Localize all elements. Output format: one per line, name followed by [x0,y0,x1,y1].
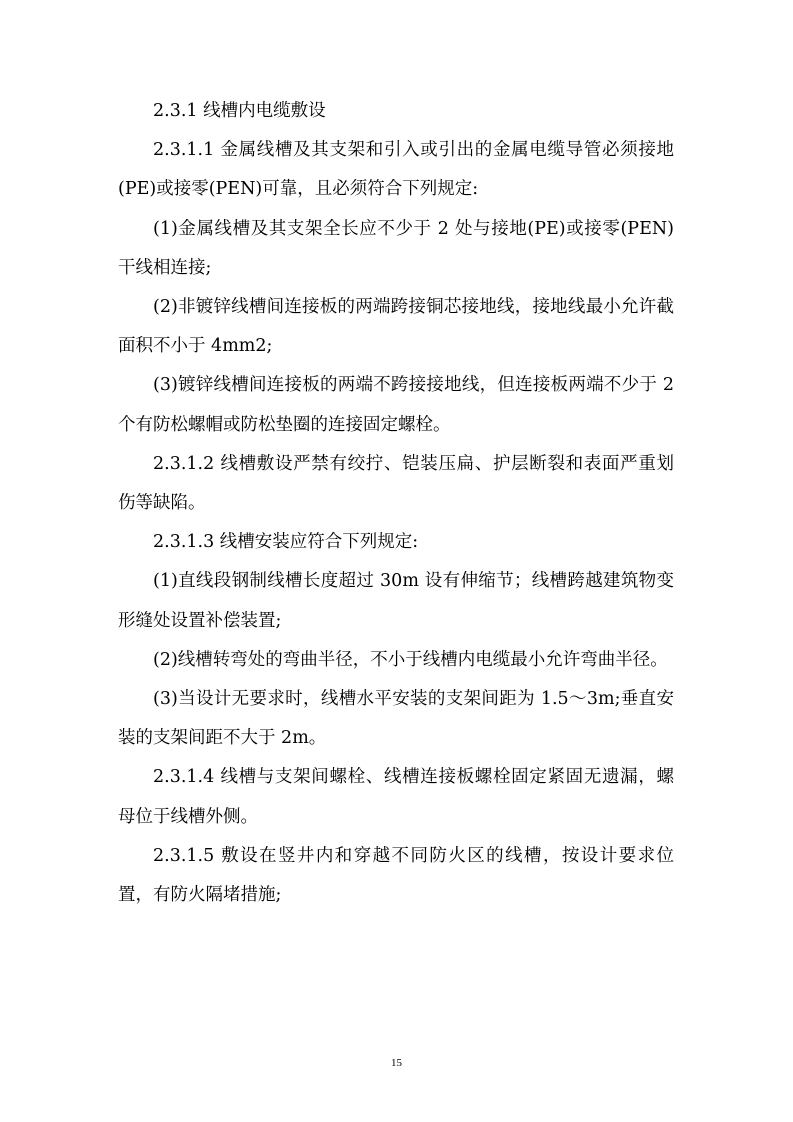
clause-2-3-1-1-item-2: (2)非镀锌线槽间连接板的两端跨接铜芯接地线，接地线最小允许截面积不小于 4mm2; [118,297,674,357]
clause-2-3-1-3-item-2: (2)线槽转弯处的弯曲半径，不小于线槽内电缆最小允许弯曲半径。 [153,649,668,670]
clause-2-3-1-5: 2.3.1.5 敷设在竖井内和穿越不同防火区的线槽，按设计要求位置，有防火隔堵措施; [118,845,674,906]
clause-2-3-1-3: 2.3.1.3 线槽安装应符合下列规定: [153,532,419,553]
section-heading-2-3-1: 2.3.1 线槽内电缆敷设 [153,101,326,121]
document-body [118,92,674,915]
clause-2-3-1-1-item-1: (1)金属线槽及其支架全长应不少于 2 处与接地(PE)或接零(PEN)干线相连接; [118,218,674,278]
clause-2-3-1-4: 2.3.1.4 线槽与支架间螺栓、线槽连接板螺栓固定紧固无遗漏，螺母位于线槽外侧。 [118,767,674,827]
clause-2-3-1-3-item-3: (3)当设计无要求时，线槽水平安装的支架间距为 1.5～3m;垂直安装的支架间距不大于 2m。 [118,689,674,749]
clause-2-3-1-1-item-3: (3)镀锌线槽间连接板的两端不跨接接地线，但连接板两端不少于 2 个有防松螺帽或防松垫圈的连接固定螺栓。 [118,375,674,435]
clause-2-3-1-2: 2.3.1.2 线槽敷设严禁有绞拧、铠装压扁、护层断裂和表面严重划伤等缺陷。 [118,453,674,514]
clause-2-3-1-1: 2.3.1.1 金属线槽及其支架和引入或引出的金属电缆导管必须接地(PE)或接零(PEN)可靠，且必须符合下列规定: [118,140,674,200]
page-number: 15 [391,1057,402,1069]
clause-2-3-1-3-item-1: (1)直线段钢制线槽长度超过 30m 设有伸缩节；线槽跨越建筑物变形缝处设置补偿装置; [118,571,674,631]
